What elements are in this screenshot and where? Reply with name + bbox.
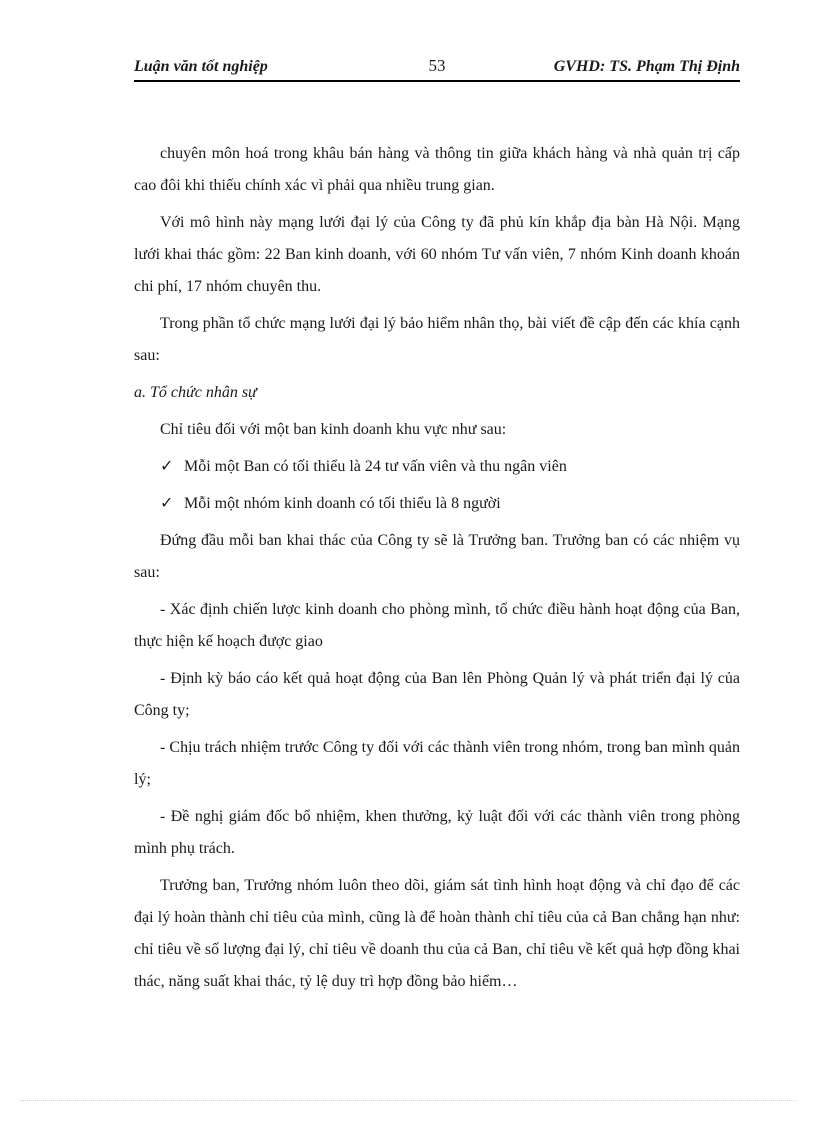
thesis-title: Luận văn tốt nghiệp [134,58,268,75]
check-item-2 [134,488,740,520]
section-subheading: a. Tổ chức nhân sự [134,384,257,401]
page-header [134,54,740,82]
paragraph-2: Với mô hình này mạng lưới đại lý của Công ty đã phủ kín khắp địa bàn Hà Nội. Mạng lưới khai thác gồm: 22 Ban kinh doanh, với 60 nhóm Tư vấn viên, 7 nhóm Kinh doanh khoán chi phí, 17 nhóm chuyên thu. [134,214,740,295]
duty-2: - Định kỳ báo cáo kết quả hoạt động của Ban lên Phòng Quản lý và phát triển đại lý của Công ty; [134,670,740,719]
check-item-text: Mỗi một nhóm kinh doanh có tối thiểu là 8 người [184,495,501,512]
paragraph-3: Trong phần tổ chức mạng lưới đại lý bảo hiểm nhân thọ, bài viết đề cập đến các khía cạnh sau: [134,315,740,364]
check-item-1 [134,451,740,483]
duty-3: - Chịu trách nhiệm trước Công ty đối với các thành viên trong nhóm, trong ban mình quản lý; [134,739,740,788]
check-item-text: Mỗi một Ban có tối thiểu là 24 tư vấn viên và thu ngân viên [184,458,567,475]
paragraph-1: chuyên môn hoá trong khâu bán hàng và thông tin giữa khách hàng và nhà quản trị cấp cao đôi khi thiếu chính xác vì phải qua nhiều trung gian. [134,145,740,194]
paragraph-5: Đứng đầu mỗi ban khai thác của Công ty sẽ là Trưởng ban. Trưởng ban có các nhiệm vụ sau: [134,532,740,581]
page-body [134,138,740,1003]
bottom-dotted-divider [20,1100,796,1101]
checkmark-icon: ✓ [160,495,174,512]
page-number: 53 [428,56,446,75]
duty-4: - Đề nghị giám đốc bổ nhiệm, khen thưởng, kỷ luật đối với các thành viên trong phòng mình phụ trách. [134,808,740,857]
paragraph-6: Trưởng ban, Trưởng nhóm luôn theo dõi, giám sát tình hình hoạt động và chỉ đạo để các đại lý hoàn thành chỉ tiêu của mình, cũng là để hoàn thành chỉ tiêu của cả Ban chẳng hạn như: chỉ tiêu về số lượng đại lý, chỉ tiêu về doanh thu của cả Ban, chỉ tiêu về kết quả hợp đồng khai thác, năng suất khai thác, tỷ lệ duy trì hợp đồng bảo hiểm… [134,877,740,990]
supervisor: GVHD: TS. Phạm Thị Định [553,58,740,75]
duty-1: - Xác định chiến lược kinh doanh cho phòng mình, tổ chức điều hành hoạt động của Ban, thực hiện kế hoạch được giao [134,601,740,650]
checkmark-icon: ✓ [160,458,174,475]
paragraph-4: Chỉ tiêu đối với một ban kinh doanh khu vực như sau: [160,421,507,438]
